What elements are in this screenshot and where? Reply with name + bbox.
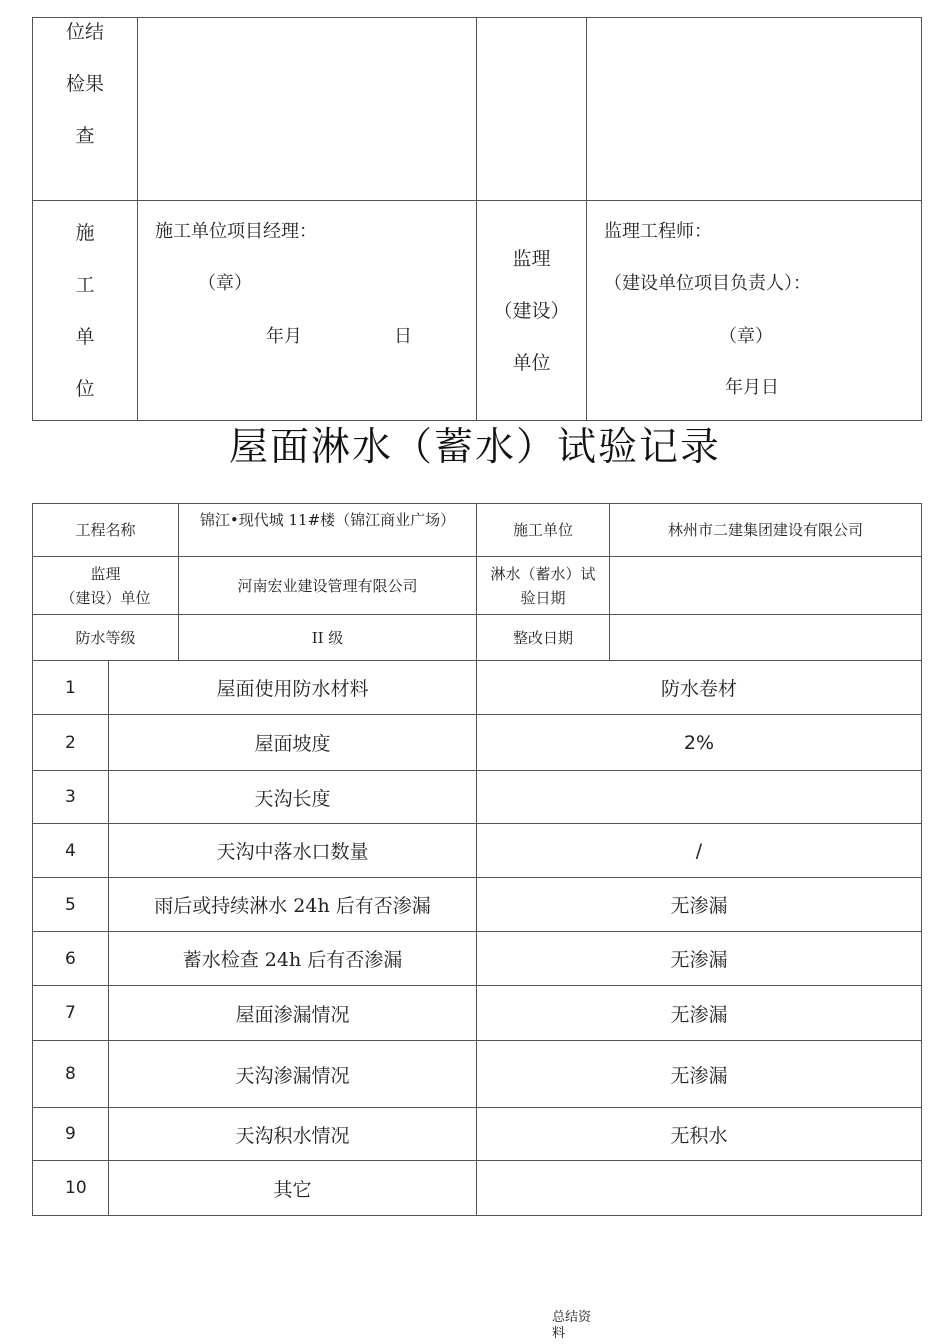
label-line: 查: [75, 125, 95, 147]
test-date-label: [477, 557, 610, 615]
item-value: 无渗漏: [477, 986, 922, 1041]
rectify-date-value: [610, 615, 922, 661]
item-name: 屋面坡度: [109, 715, 477, 771]
footer-line: 料: [552, 1326, 566, 1341]
signature-row: [33, 201, 922, 421]
item-number: 4: [33, 824, 109, 878]
item-value: 无渗漏: [477, 1041, 922, 1108]
label-line: 淋水（蓄水）试: [490, 564, 596, 583]
item-number: 7: [33, 986, 109, 1041]
footer-note: [552, 1310, 602, 1342]
item-name: 屋面使用防水材料: [109, 661, 477, 715]
waterproof-grade-value: II 级: [179, 615, 477, 661]
supervision-seal-label: （章）: [719, 326, 773, 347]
item-name: 蓄水检查 24h 后有否渗漏: [109, 932, 477, 986]
item-number: 6: [33, 932, 109, 986]
label-line: 监理: [90, 564, 121, 583]
construction-seal-label: （章）: [198, 273, 252, 294]
table-row: [33, 1161, 922, 1216]
construction-signature-cell: [138, 201, 477, 421]
label-line: 工: [75, 273, 95, 296]
blank-label-cell: [477, 18, 587, 201]
item-value: [477, 1161, 922, 1216]
inspection-result-row: [33, 18, 922, 201]
blank-value-cell: [587, 18, 922, 201]
supervision-signature-cell: [587, 201, 922, 421]
item-number: 3: [33, 771, 109, 824]
test-items-table: [32, 660, 922, 1216]
signature-table: [32, 17, 922, 421]
info-row: [33, 557, 922, 615]
construction-unit-label: [33, 201, 138, 421]
item-number: 2: [33, 715, 109, 771]
item-value: /: [477, 824, 922, 878]
info-row: [33, 615, 922, 661]
item-value: 无渗漏: [477, 932, 922, 986]
item-number: 8: [33, 1041, 109, 1108]
table-row: [33, 771, 922, 824]
label-line: 单位: [512, 351, 551, 374]
info-row: [33, 504, 922, 557]
item-value: 防水卷材: [477, 661, 922, 715]
item-number: 10: [33, 1161, 109, 1216]
inspection-result-label: [33, 18, 138, 201]
item-name: 雨后或持续淋水 24h 后有否渗漏: [109, 878, 477, 932]
supervision-date: 年月日: [725, 377, 779, 398]
item-number: 9: [33, 1108, 109, 1161]
supervisor-label: [33, 557, 179, 615]
item-name: 屋面渗漏情况: [109, 986, 477, 1041]
project-name-label: 工程名称: [33, 504, 179, 557]
table-row: [33, 1041, 922, 1108]
item-number: 5: [33, 878, 109, 932]
table-row: [33, 824, 922, 878]
label-line: 监理: [512, 247, 551, 270]
supervision-engineer-label: 监理工程师：: [604, 221, 712, 242]
test-date-value: [610, 557, 922, 615]
label-line: 检果: [65, 73, 104, 95]
item-name: 天沟中落水口数量: [109, 824, 477, 878]
inspection-result-cell: [138, 18, 477, 201]
item-name: 天沟长度: [109, 771, 477, 824]
document-title: 屋面淋水（蓄水）试验记录: [228, 425, 721, 470]
construction-manager-label: 施工单位项目经理：: [155, 221, 317, 242]
builder-manager-label: （建设单位项目负责人）：: [604, 273, 811, 294]
table-row: [33, 932, 922, 986]
item-name: 其它: [109, 1161, 477, 1216]
item-value: 无积水: [477, 1108, 922, 1161]
item-value: 无渗漏: [477, 878, 922, 932]
item-value: 2%: [477, 715, 922, 771]
supervisor-value: 河南宏业建设管理有限公司: [179, 557, 477, 615]
label-line: 单: [75, 325, 95, 348]
construction-date-d: 日: [394, 326, 412, 347]
label-line: 位: [75, 377, 95, 400]
project-name-value: 锦江•现代城 11#楼（锦江商业广场）: [179, 504, 477, 557]
supervision-unit-label: [477, 201, 587, 421]
rectify-date-label: 整改日期: [477, 615, 610, 661]
contractor-label: 施工单位: [477, 504, 610, 557]
label-line: 位结: [65, 21, 104, 43]
item-name: 天沟积水情况: [109, 1108, 477, 1161]
contractor-value: 林州市二建集团建设有限公司: [610, 504, 922, 557]
label-line: （建设）单位: [60, 588, 151, 607]
construction-date-ym: 年月: [266, 326, 302, 347]
item-value: [477, 771, 922, 824]
table-row: [33, 878, 922, 932]
footer-line: 总结资: [552, 1310, 592, 1325]
item-number: 1: [33, 661, 109, 715]
table-row: [33, 986, 922, 1041]
item-name: 天沟渗漏情况: [109, 1041, 477, 1108]
label-line: 施: [75, 221, 95, 244]
label-line: 验日期: [520, 588, 566, 607]
table-row: [33, 715, 922, 771]
project-info-table: [32, 503, 922, 661]
waterproof-grade-label: 防水等级: [33, 615, 179, 661]
table-row: [33, 1108, 922, 1161]
table-row: [33, 661, 922, 715]
label-line: （建设）: [493, 299, 570, 322]
